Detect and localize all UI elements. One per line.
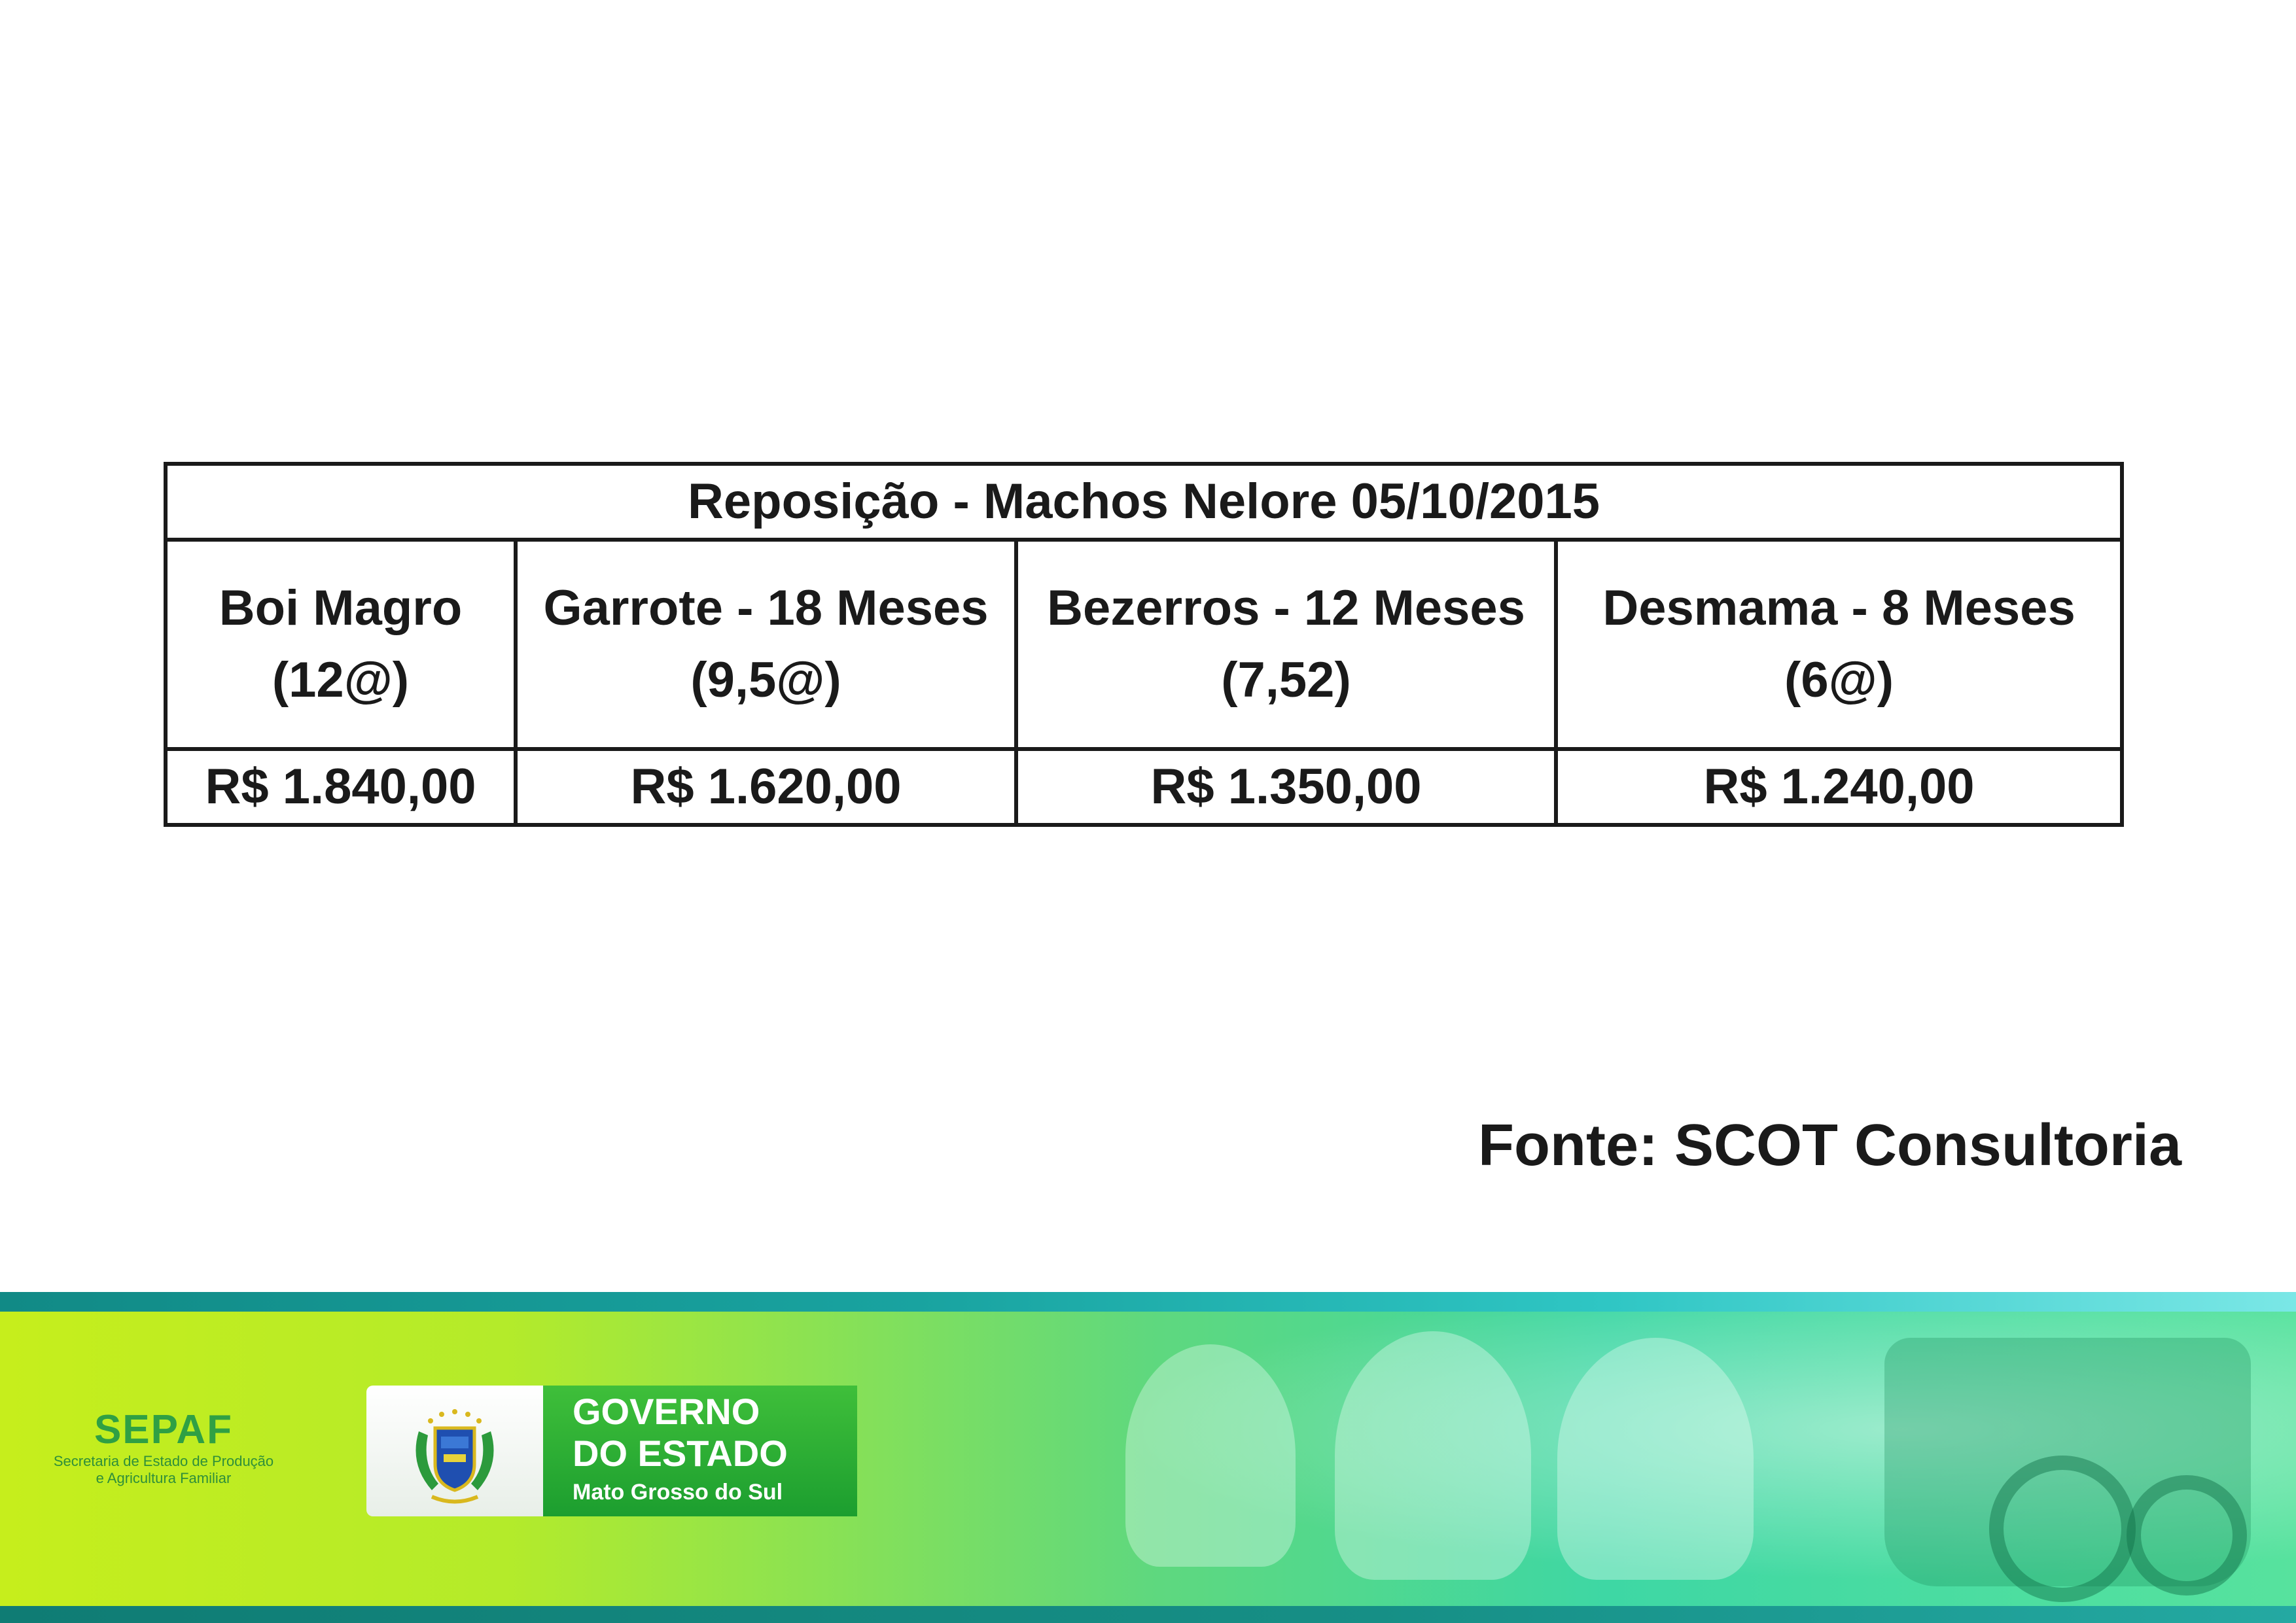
table-price-row	[166, 749, 2122, 825]
sepaf-title: SEPAF	[94, 1407, 234, 1452]
column-weight: (7,52)	[1221, 652, 1351, 708]
column-header	[1016, 540, 1556, 749]
footer-bottom-stripe	[0, 1606, 2296, 1623]
cattle-silhouette	[1125, 1344, 1296, 1567]
cattle-silhouette	[1557, 1338, 1754, 1580]
cattle-silhouette	[1335, 1331, 1531, 1580]
tractor-wheel	[2127, 1475, 2247, 1596]
gov-title-line: DO ESTADO	[573, 1433, 788, 1474]
column-weight: (6@)	[1784, 652, 1894, 708]
column-name: Garrote - 18 Meses	[543, 580, 989, 636]
table-title-row	[166, 464, 2122, 540]
column-header	[166, 540, 516, 749]
column-name: Bezerros - 12 Meses	[1047, 580, 1525, 636]
state-coat-of-arms-icon	[399, 1392, 510, 1510]
sepaf-subtitle: e Agricultura Familiar	[96, 1470, 232, 1487]
sepaf-subtitle: Secretaria de Estado de Produção	[53, 1453, 274, 1469]
column-header	[1556, 540, 2122, 749]
crest-box	[366, 1386, 543, 1516]
column-weight: (12@)	[272, 652, 410, 708]
gov-state-name: Mato Grosso do Sul	[573, 1480, 783, 1505]
table-header-row	[166, 540, 2122, 749]
column-weight: (9,5@)	[690, 652, 841, 708]
government-logo	[543, 1386, 857, 1516]
price-cell: R$ 1.240,00	[1556, 749, 2122, 825]
footer-banner	[0, 1292, 2296, 1623]
price-cell: R$ 1.350,00	[1016, 749, 1556, 825]
footer-top-stripe	[0, 1292, 2296, 1312]
tractor-wheel	[1989, 1456, 2136, 1602]
source-credit: Fonte: SCOT Consultoria	[1478, 1113, 2181, 1178]
gov-title-line: GOVERNO	[573, 1391, 760, 1432]
column-name: Desmama - 8 Meses	[1602, 580, 2075, 636]
column-name: Boi Magro	[219, 580, 463, 636]
price-cell: R$ 1.840,00	[166, 749, 516, 825]
price-table	[164, 462, 2124, 827]
price-cell: R$ 1.620,00	[516, 749, 1016, 825]
sepaf-logo	[26, 1406, 301, 1488]
column-header	[516, 540, 1016, 749]
table-title: Reposição - Machos Nelore 05/10/2015	[166, 464, 2122, 540]
